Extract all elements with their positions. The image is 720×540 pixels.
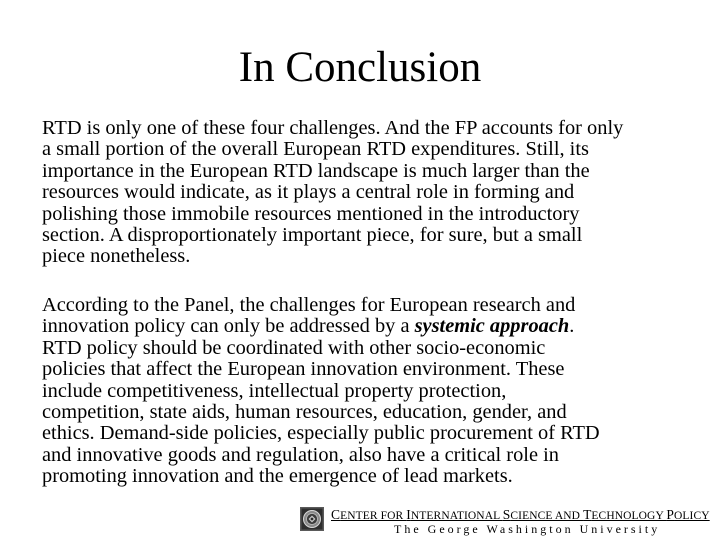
paragraph-line: a small portion of the overall European RTD expenditures. Still, its <box>42 138 589 161</box>
paragraph-line: ethics. Demand-side policies, especially public procurement of RTD <box>42 422 600 445</box>
paragraph-line: RTD is only one of these four challenges. And the FP accounts for only <box>42 117 624 139</box>
university-name: The George Washington University <box>394 522 661 536</box>
center-name-word: CIENCE AND <box>510 510 584 522</box>
paragraph-line: section. A disproportionately important piece, for sure, but a small <box>42 224 583 247</box>
center-name-initial: T <box>583 507 592 522</box>
paragraph-line: piece nonetheless. <box>42 245 191 268</box>
paragraph-line: include competitiveness, intellectual property protection, <box>42 379 507 402</box>
university-seal-icon <box>300 507 324 531</box>
center-name-initial: I <box>406 507 411 522</box>
paragraph-panel-systemic-approach <box>42 295 600 488</box>
paragraph-line: RTD policy should be coordinated with other socio-economic <box>42 336 546 359</box>
paragraph-line: polishing those immobile resources mentioned in the introductory <box>42 202 580 225</box>
paragraph-line: policies that affect the European innovation environment. These <box>42 358 565 381</box>
paragraph-line: resources would indicate, as it plays a central role in forming and <box>42 181 575 204</box>
center-name-initial: S <box>502 507 511 522</box>
center-name-initial: P <box>666 507 675 522</box>
paragraph-rtd-challenges <box>42 118 623 268</box>
slide-title: In Conclusion <box>238 44 482 91</box>
center-name-word: ECHNOLOGY <box>591 510 667 522</box>
paragraph-line <box>42 315 600 338</box>
center-name-word: NTERNATIONAL <box>410 510 503 522</box>
text-segment: . <box>569 315 575 338</box>
paragraph-line: promoting innovation and the emergence of lead markets. <box>42 465 513 488</box>
paragraph-line: competition, state aids, human resources, education, gender, and <box>42 401 567 424</box>
text-segment: innovation policy can only be addressed by a <box>42 315 415 338</box>
center-name <box>331 507 710 523</box>
center-name-word: ENTER FOR <box>340 510 407 522</box>
paragraph-line: According to the Panel, the challenges for European research and <box>42 294 576 316</box>
emphasis-systemic-approach: systemic approach <box>414 315 570 338</box>
paragraph-line: and innovative goods and regulation, also have a critical role in <box>42 443 559 466</box>
center-name-word: OLICY <box>674 510 710 522</box>
center-name-initial: C <box>331 507 341 522</box>
paragraph-line: importance in the European RTD landscape is much larger than the <box>42 159 590 182</box>
